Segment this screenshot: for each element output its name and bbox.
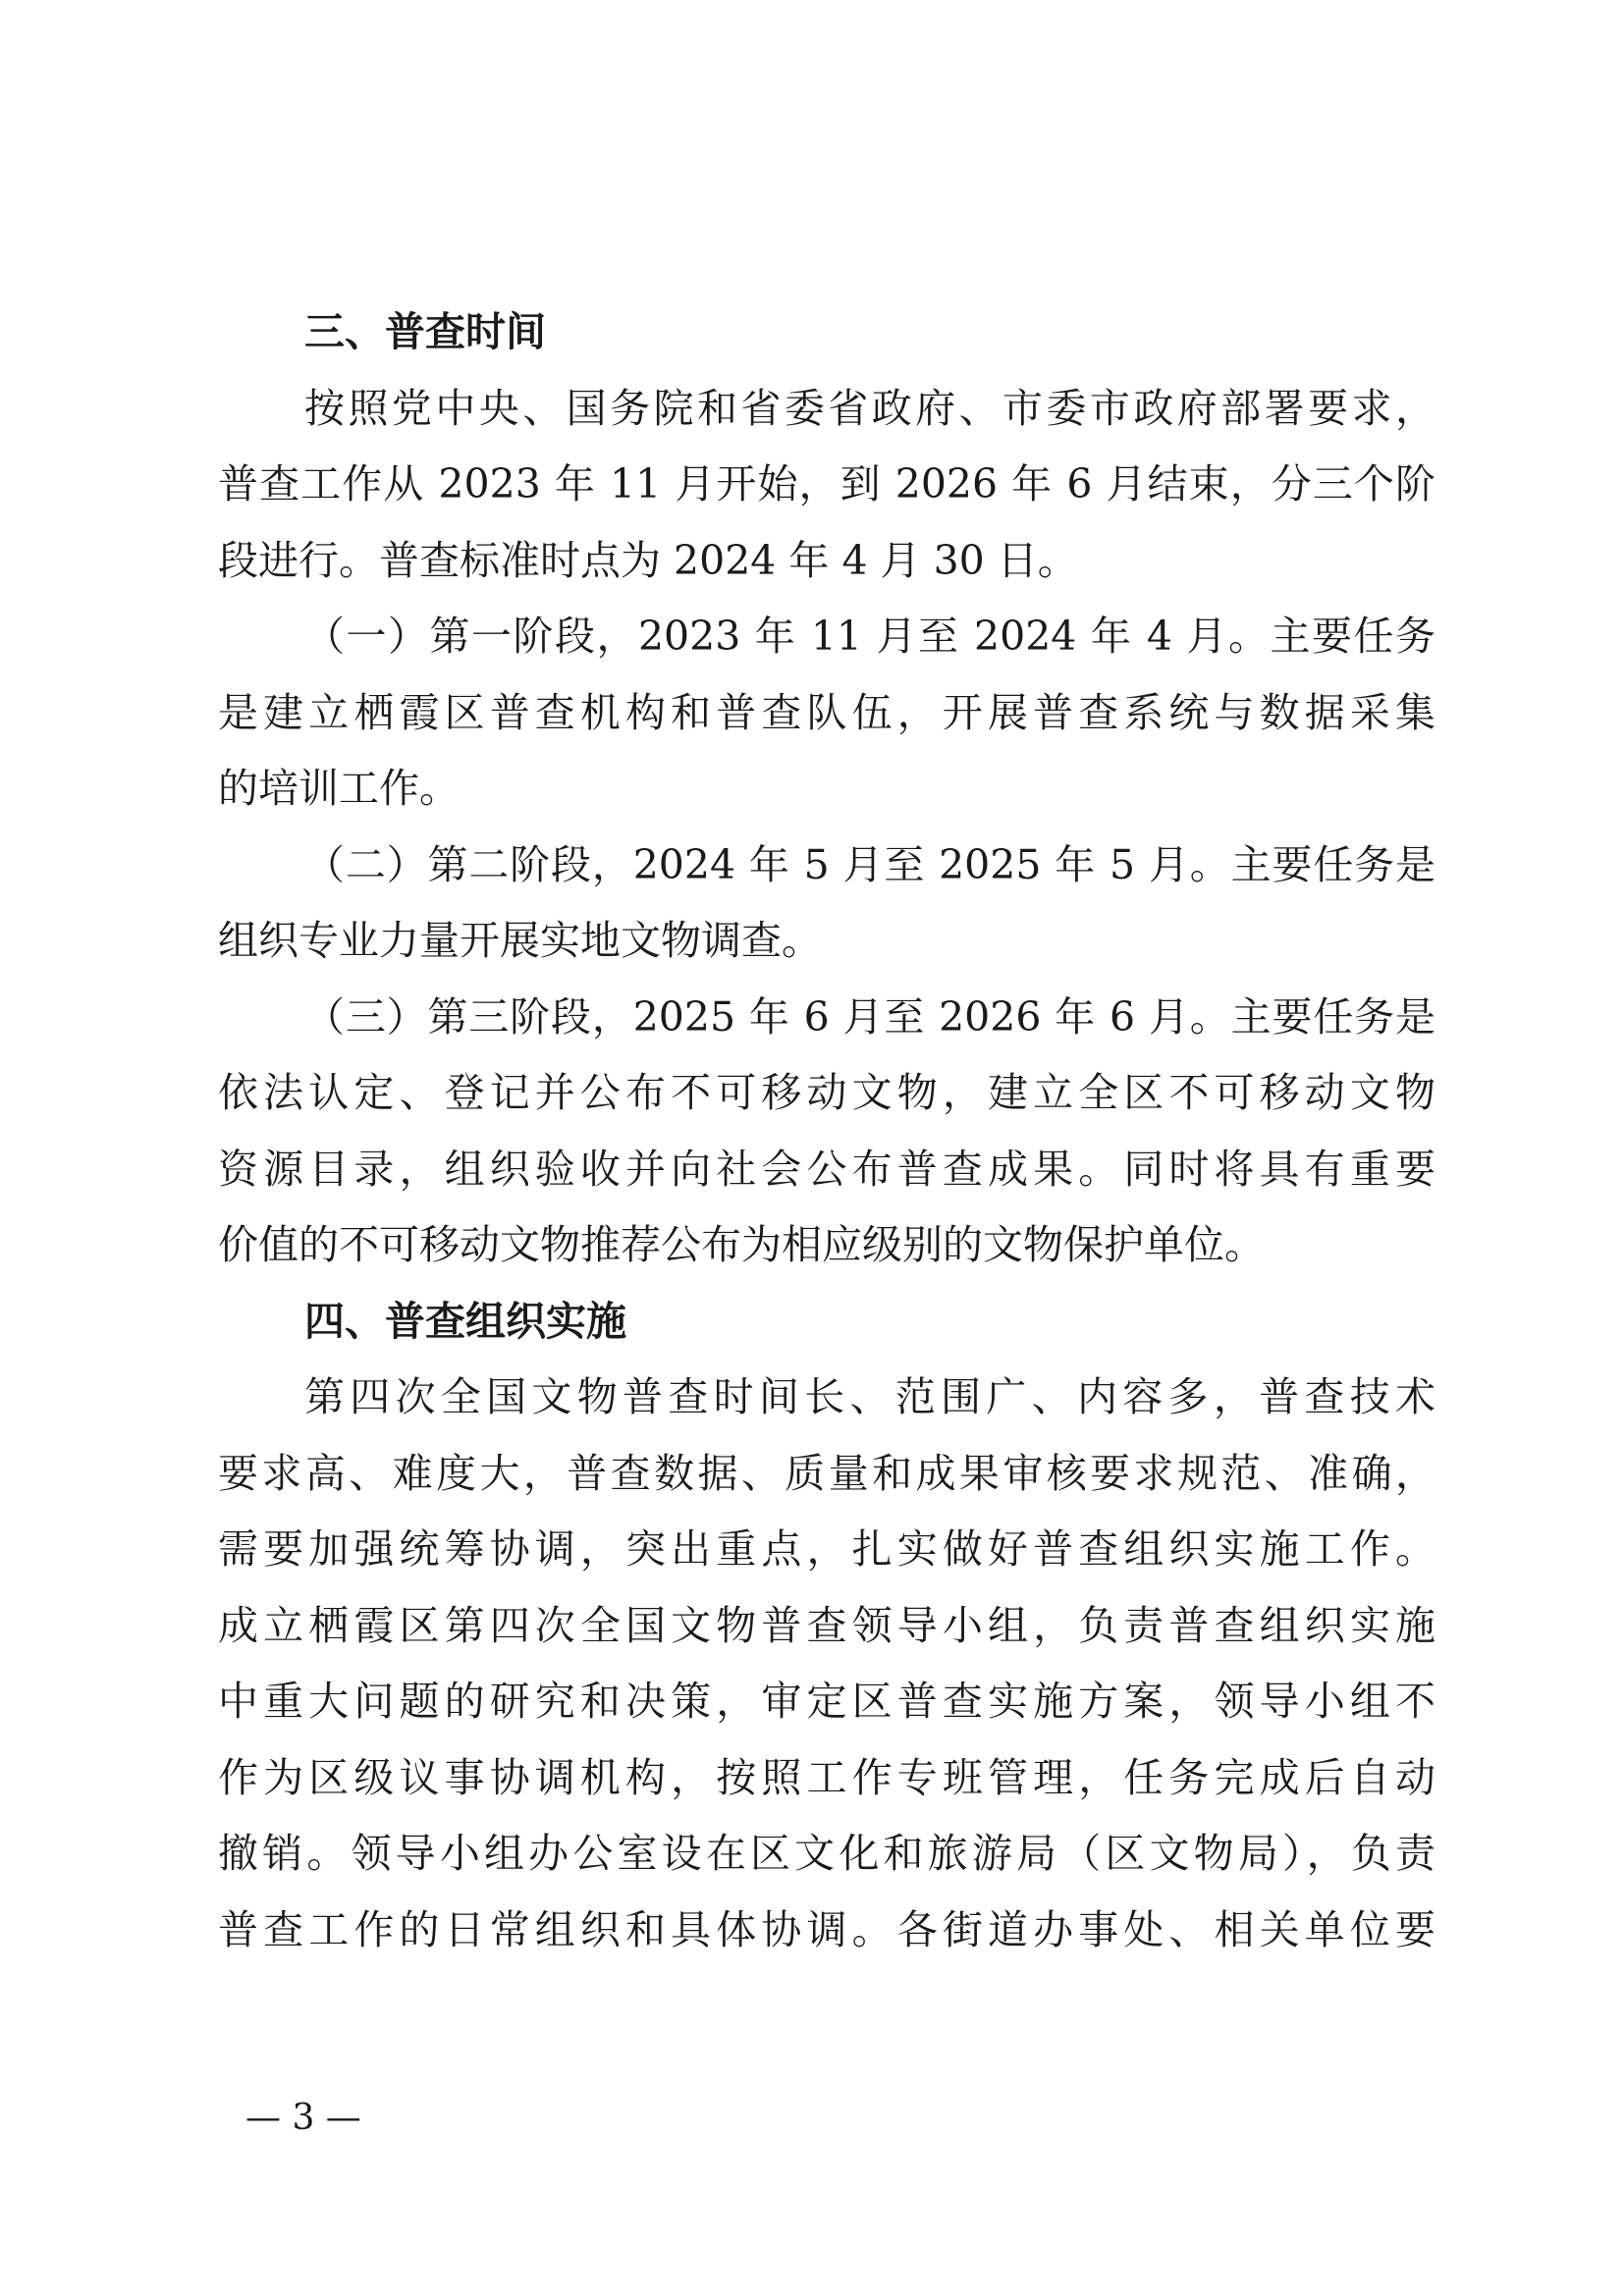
paragraph-line: 段进行。普查标准时点为 2024 年 4 月 30 日。 xyxy=(218,536,1078,584)
paragraph-line: 普查工作从 2023 年 11 月开始，到 2026 年 6 月结束，分三个阶 xyxy=(218,460,1435,507)
page-number: — 3 — xyxy=(245,2098,361,2138)
paragraph-line: 是建立栖霞区普查机构和普查队伍，开展普查系统与数据采集 xyxy=(218,688,1435,736)
paragraph-line: （二）第二阶段，2024 年 5 月至 2025 年 5 月。主要任务是 xyxy=(304,840,1435,888)
paragraph-line: 依法认定、登记并公布不可移动文物，建立全区不可移动文物 xyxy=(218,1069,1435,1116)
paragraph-line: 成立栖霞区第四次全国文物普查领导小组，负责普查组织实施 xyxy=(218,1601,1435,1649)
paragraph-line: 组织专业力量开展实地文物调查。 xyxy=(218,917,822,964)
document-body xyxy=(218,294,1435,1968)
paragraph-line: 价值的不可移动文物推荐公布为相应级别的文物保护单位。 xyxy=(218,1221,1265,1268)
paragraph-line: 要求高、难度大，普查数据、质量和成果审核要求规范、准确， xyxy=(218,1449,1435,1497)
paragraph-line: 撤销。领导小组办公室设在区文化和旅游局（区文物局），负责 xyxy=(218,1830,1435,1877)
paragraph-line: 资源目录，组织验收并向社会公布普查成果。同时将具有重要 xyxy=(218,1145,1435,1193)
paragraph-line: 普查工作的日常组织和具体协调。各街道办事处、相关单位要 xyxy=(218,1905,1435,1953)
paragraph-line: （一）第一阶段，2023 年 11 月至 2024 年 4 月。主要任务 xyxy=(304,613,1435,660)
paragraph-line: 按照党中央、国务院和省委省政府、市委市政府部署要求， xyxy=(304,384,1435,432)
section-heading: 三、普查时间 xyxy=(304,308,546,355)
paragraph-line: （三）第三阶段，2025 年 6 月至 2026 年 6 月。主要任务是 xyxy=(304,992,1435,1041)
paragraph-line: 第四次全国文物普查时间长、范围广、内容多，普查技术 xyxy=(304,1373,1435,1420)
section-heading: 四、普查组织实施 xyxy=(304,1297,626,1345)
paragraph-line: 需要加强统筹协调，突出重点，扎实做好普查组织实施工作。 xyxy=(218,1525,1435,1573)
paragraph-line: 中重大问题的研究和决策，审定区普查实施方案，领导小组不 xyxy=(218,1678,1435,1725)
paragraph-line: 的培训工作。 xyxy=(218,765,460,812)
paragraph-line: 作为区级议事协调机构，按照工作专班管理，任务完成后自动 xyxy=(218,1753,1435,1801)
